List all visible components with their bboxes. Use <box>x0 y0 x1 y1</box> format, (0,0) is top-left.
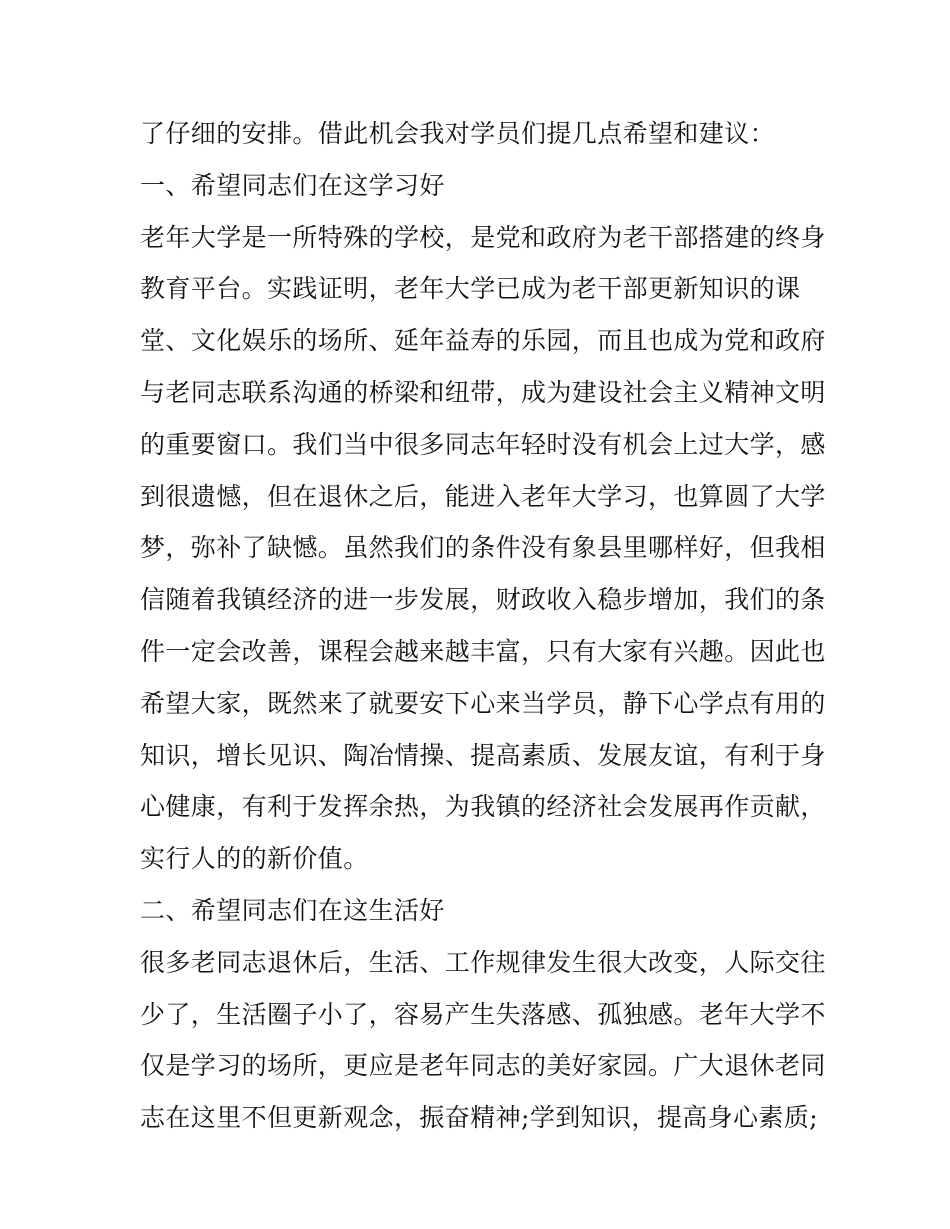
text-line: 志在这里不但更新观念，振奋精神;学到知识，提高身心素质; <box>140 1103 819 1133</box>
section-heading: 二、希望同志们在这生活好 <box>140 895 445 925</box>
text-line: 信随着我镇经济的进一步发展，财政收入稳步增加，我们的条 <box>140 585 826 615</box>
text-line: 仅是学习的场所，更应是老年同志的美好家园。广大退休老同 <box>140 1051 826 1081</box>
text-line: 很多老同志退休后，生活、工作规律发生很大改变，人际交往 <box>140 947 826 977</box>
text-line: 老年大学是一所特殊的学校，是党和政府为老干部搭建的终身 <box>140 222 826 252</box>
text-line: 知识，增长见识、陶冶情操、提高素质、发展友谊，有利于身 <box>140 740 826 770</box>
text-line: 教育平台。实践证明，老年大学已成为老干部更新知识的课 <box>140 274 801 304</box>
text-line: 的重要窗口。我们当中很多同志年轻时没有机会上过大学，感 <box>140 429 826 459</box>
text-line: 到很遗憾，但在退休之后，能进入老年大学习，也算圆了大学 <box>140 481 826 511</box>
text-line: 少了，生活圈子小了，容易产生失落感、孤独感。老年大学不 <box>140 999 826 1029</box>
document-body <box>140 108 826 1144</box>
section-heading: 一、希望同志们在这学习好 <box>140 170 445 200</box>
text-line: 与老同志联系沟通的桥梁和纽带，成为建设社会主义精神文明 <box>140 377 826 407</box>
text-line: 梦，弥补了缺憾。虽然我们的条件没有象县里哪样好，但我相 <box>140 533 826 563</box>
text-line: 希望大家，既然来了就要安下心来当学员，静下心学点有用的 <box>140 688 826 718</box>
text-line: 件一定会改善，课程会越来越丰富，只有大家有兴趣。因此也 <box>140 636 826 666</box>
text-line: 堂、文化娱乐的场所、延年益寿的乐园，而且也成为党和政府 <box>140 326 826 356</box>
text-line: 实行人的的新价值。 <box>140 844 369 874</box>
text-line: 了仔细的安排。借此机会我对学员们提几点希望和建议： <box>140 119 776 148</box>
text-line: 心健康，有利于发挥余热，为我镇的经济社会发展再作贡献， <box>140 792 826 822</box>
